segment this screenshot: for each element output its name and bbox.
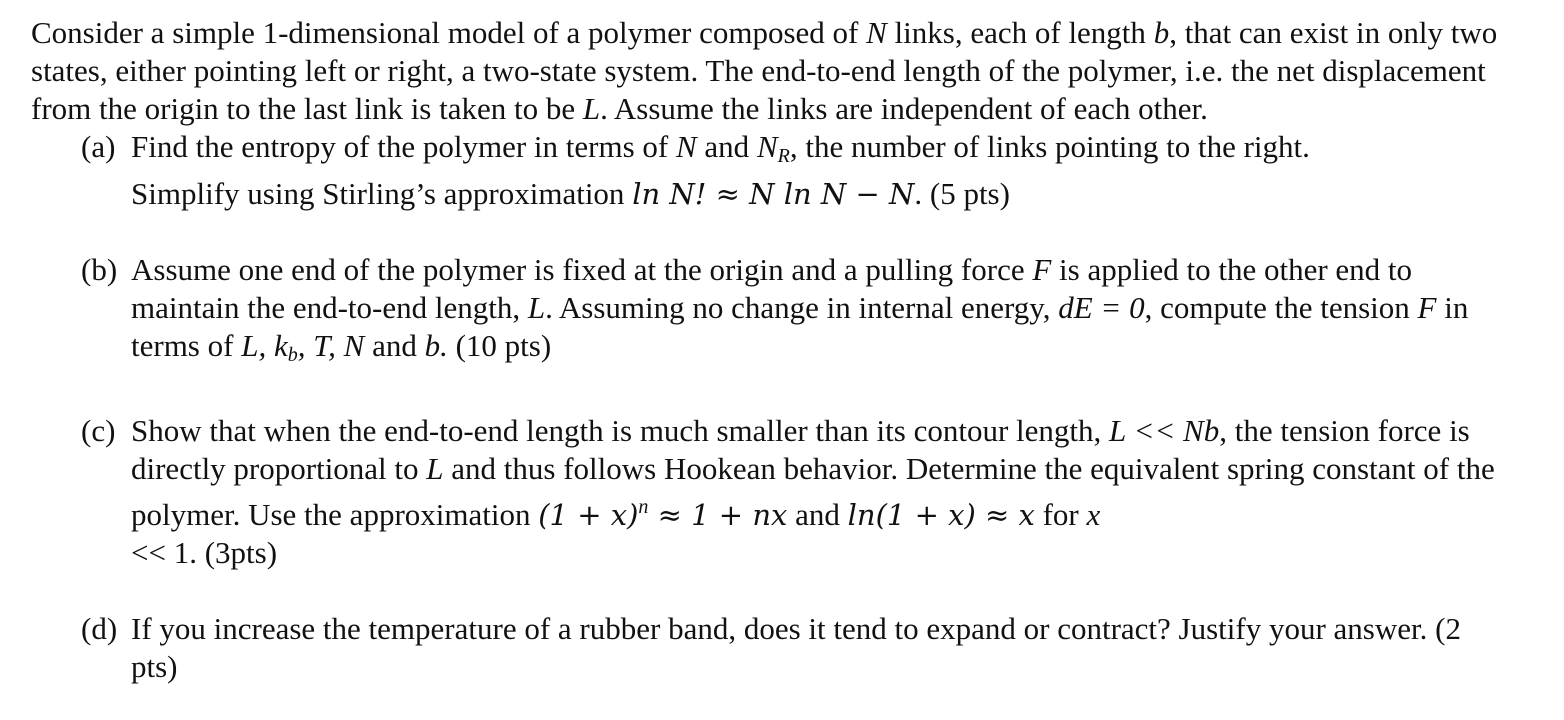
part-b-var-b: b. bbox=[424, 328, 448, 363]
part-c-var-l: L bbox=[426, 451, 444, 486]
stirling-formula: ln N! ≈ N ln N − N bbox=[632, 177, 915, 211]
part-b-vars: L, k bbox=[241, 328, 288, 363]
part-c-text-1: Show that when the end-to-end length is much smaller than its contour length, bbox=[131, 413, 1110, 448]
part-b-energy-condition: dE = 0 bbox=[1058, 290, 1145, 325]
part-c-condition: L << Nb bbox=[1109, 413, 1220, 448]
part-d-label: (d) bbox=[81, 611, 118, 646]
part-b-text-4: , compute the tension bbox=[1144, 290, 1418, 325]
part-a bbox=[81, 128, 1511, 213]
part-a-var-nr: N bbox=[756, 129, 778, 164]
part-b-kb-subscript: b bbox=[287, 344, 298, 366]
binomial-approx-base: (1 + x) bbox=[538, 498, 639, 532]
intro-var-l: L bbox=[582, 91, 601, 126]
part-b-text-6: and bbox=[364, 328, 425, 363]
part-a-text-3: , the number of links pointing to the right. bbox=[789, 129, 1310, 164]
part-b-var-l: L bbox=[527, 290, 546, 325]
part-c-text-5: for bbox=[1034, 497, 1087, 532]
part-b-vars-2: , T, N bbox=[297, 328, 365, 363]
part-b-var-f: F bbox=[1032, 252, 1052, 287]
part-b-text-3: . Assuming no change in internal energy, bbox=[545, 290, 1059, 325]
intro-text-3: , that can exist in only two states, either pointing left or right, a two-state system. The end-to-end length of the polymer, i.e. the net displacement from the origin to the last link is taken to be bbox=[31, 15, 1498, 126]
part-a-text-2: and bbox=[696, 129, 757, 164]
part-c-text-3: and thus follows Hookean behavior. Determine the equivalent spring constant of the polymer. Use the approximation bbox=[131, 451, 1495, 532]
log-approx: ln(1 + x) ≈ x bbox=[847, 498, 1035, 532]
part-c bbox=[81, 412, 1511, 572]
intro-var-n: N bbox=[866, 15, 887, 50]
part-b-var-f-2: F bbox=[1417, 290, 1437, 325]
part-c-var-x: x bbox=[1086, 497, 1101, 532]
part-c-text-2: , the tension force is directly proportional to bbox=[131, 413, 1470, 486]
intro-text-4: . Assume the links are independent of each other. bbox=[600, 91, 1208, 126]
intro-var-b: b bbox=[1153, 15, 1170, 50]
part-a-text-1: Find the entropy of the polymer in terms of bbox=[131, 129, 676, 164]
part-d bbox=[81, 610, 1511, 686]
part-b-label: (b) bbox=[81, 252, 118, 287]
binomial-approx-rhs: ≈ 1 + nx bbox=[648, 498, 788, 532]
part-b-text-2: is applied to the other end to maintain the end-to-end length, bbox=[131, 252, 1413, 325]
part-c-text-6: << 1. (3pts) bbox=[131, 535, 278, 570]
part-d-text: If you increase the temperature of a rubber band, does it tend to expand or contract? Justify your answer. (2 pts) bbox=[131, 611, 1461, 684]
part-b bbox=[81, 251, 1511, 374]
part-b-text bbox=[131, 251, 1511, 374]
part-a-var-nr-subscript: R bbox=[777, 145, 790, 167]
part-a-var-n: N bbox=[675, 129, 697, 164]
part-a-text bbox=[131, 128, 1511, 213]
part-c-text-4: and bbox=[787, 497, 848, 532]
part-a-text-5: . (5 pts) bbox=[914, 176, 1010, 211]
binomial-approx-exponent: n bbox=[638, 496, 649, 518]
problem-document bbox=[31, 14, 1551, 686]
intro-text-1: Consider a simple 1-dimensional model of a polymer composed of bbox=[31, 15, 867, 50]
part-a-label: (a) bbox=[81, 129, 116, 164]
part-c-text bbox=[131, 412, 1511, 572]
problem-intro bbox=[31, 14, 1521, 128]
part-b-text-1: Assume one end of the polymer is fixed at the origin and a pulling force bbox=[131, 252, 1033, 287]
intro-text-2: links, each of length bbox=[886, 15, 1154, 50]
part-b-text-7: (10 pts) bbox=[447, 328, 552, 363]
part-a-text-4: Simplify using Stirling’s approximation bbox=[131, 176, 633, 211]
part-c-label: (c) bbox=[81, 413, 116, 448]
part-b-text-5: in terms of bbox=[131, 290, 1469, 363]
